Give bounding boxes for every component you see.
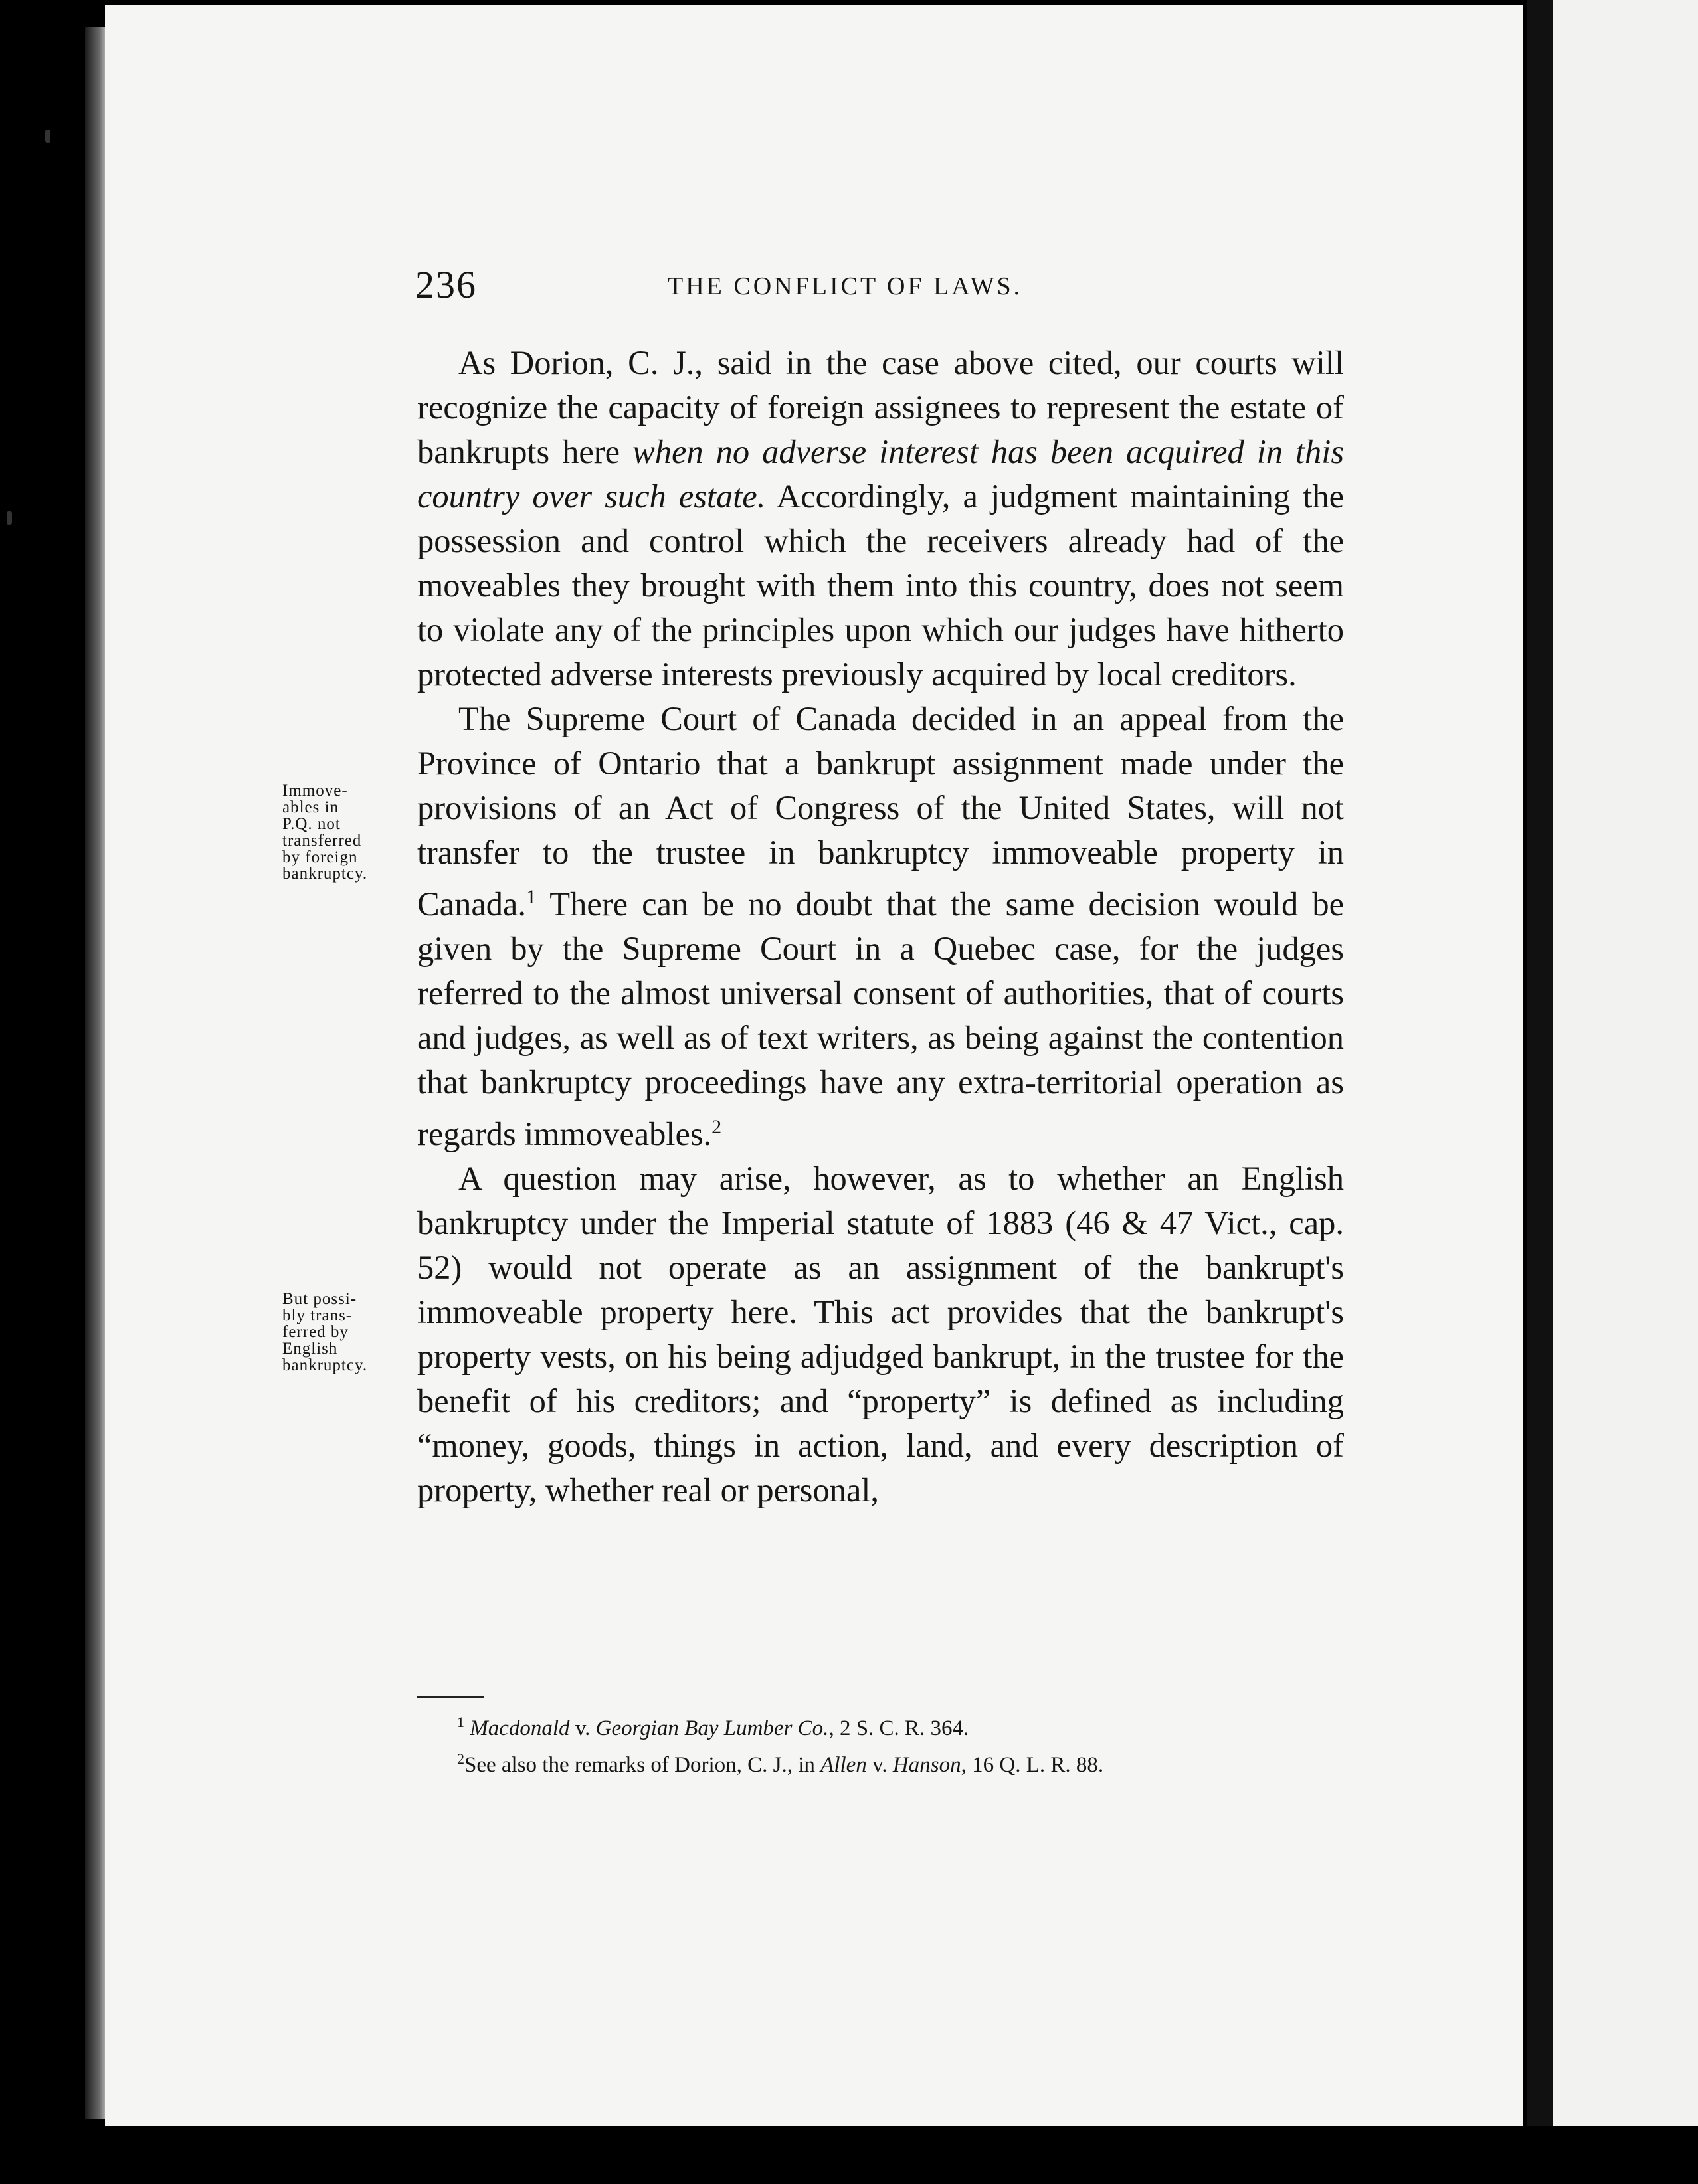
paragraph-1 <box>417 341 1344 697</box>
paragraph-1-continued: Accordingly, a judgment maintaining the possession and control which the receivers already had of the moveables they brought with them into this country, does not seem to violate any of the principles upon which our judges have hitherto protected adverse interests previously acquired by local creditors. <box>417 478 1344 693</box>
scan-speck <box>7 511 12 525</box>
footnotes <box>417 1707 1344 1780</box>
versus: v. <box>866 1753 893 1777</box>
scan-speck <box>45 130 50 143</box>
facing-page-edge <box>1553 0 1698 2139</box>
paragraph-2-text: The Supreme Court of Canada decided in an appeal from the Province of Ontario that a bankrupt assignment made under the provisions of an Act of Congress of the United States, will not transfer to the trustee in bankruptcy immoveable property in Canada. <box>417 700 1344 923</box>
sidenote-line: bankruptcy. <box>282 1356 368 1374</box>
sidenote-line: Immove- <box>282 782 348 800</box>
paragraph-1-text: As Dorion, C. J., said in the case above cited, our courts will recognize the capacity of foreign assignees to represent the estate of bankrupts here <box>417 344 1344 470</box>
paragraph-1-italic: when no adverse interest has been acquired in this country over such estate. <box>417 433 1344 515</box>
paragraph-2-continued: There can be no doubt that the same decision would be given by the Supreme Court in a Quebec case, for the judges referred to the almost universal consent of authorities, that of courts and judges, as well as of text writers, as being against the contention that bankruptcy proceedings have any extra-territorial operation as regards immoveables. <box>417 885 1344 1152</box>
sidenote-line: transferred <box>282 832 362 850</box>
footnote-2 <box>417 1744 1344 1780</box>
footnote-ref-1: 1 <box>526 886 537 908</box>
sidenote-line: bankruptcy. <box>282 865 368 883</box>
page-header <box>415 262 1345 309</box>
footnote-rule <box>417 1696 484 1698</box>
sidenote-english-bankruptcy <box>282 1291 415 1374</box>
footnote-mark: 1 <box>457 1714 464 1730</box>
paragraph-3: A question may arise, however, as to whether an English bankruptcy under the Imperial statute of 1883 (46 & 47 Vict., cap. 52) would not operate as an assignment of the bankrupt's immoveable property here. This act provides that the bankrupt's property vests, on his being adjudged bankrupt, in the trustee for the benefit of his creditors; and “property” is defined as including “money, goods, things in action, land, and every description of property, whether real or personal, <box>417 1159 1344 1508</box>
case-name: Allen <box>820 1753 867 1777</box>
sidenote-line: bly trans- <box>282 1307 353 1324</box>
sidenote-line: ferred by <box>282 1323 349 1341</box>
main-text <box>417 341 1344 1512</box>
sidenote-line: P.Q. not <box>282 815 341 833</box>
running-title: THE CONFLICT OF LAWS. <box>668 272 1023 300</box>
paragraph-2 <box>417 697 1344 1156</box>
sidenote-immoveables <box>282 782 415 882</box>
page-number: 236 <box>415 263 477 306</box>
footnote-1 <box>417 1707 1344 1744</box>
sidenote-line: ables in <box>282 798 339 816</box>
sidenote-line: by foreign <box>282 848 358 866</box>
footnote-mark: 2 <box>457 1750 464 1767</box>
citation: , 2 S. C. R. 364. <box>828 1716 969 1740</box>
case-name: Hanson <box>892 1753 961 1777</box>
footnote-ref-2: 2 <box>711 1115 722 1138</box>
sidenote-line: English <box>282 1340 338 1358</box>
citation: , 16 Q. L. R. 88. <box>961 1753 1104 1777</box>
scan-bottom-border <box>0 2126 1698 2184</box>
case-name: Georgian Bay Lumber Co. <box>595 1716 829 1740</box>
versus: v. <box>569 1716 596 1740</box>
footnote-text: See also the remarks of Dorion, C. J., in <box>464 1753 821 1777</box>
book-gutter <box>1527 0 1553 2145</box>
sidenote-line: But possi- <box>282 1290 357 1308</box>
case-name: Macdonald <box>470 1716 570 1740</box>
